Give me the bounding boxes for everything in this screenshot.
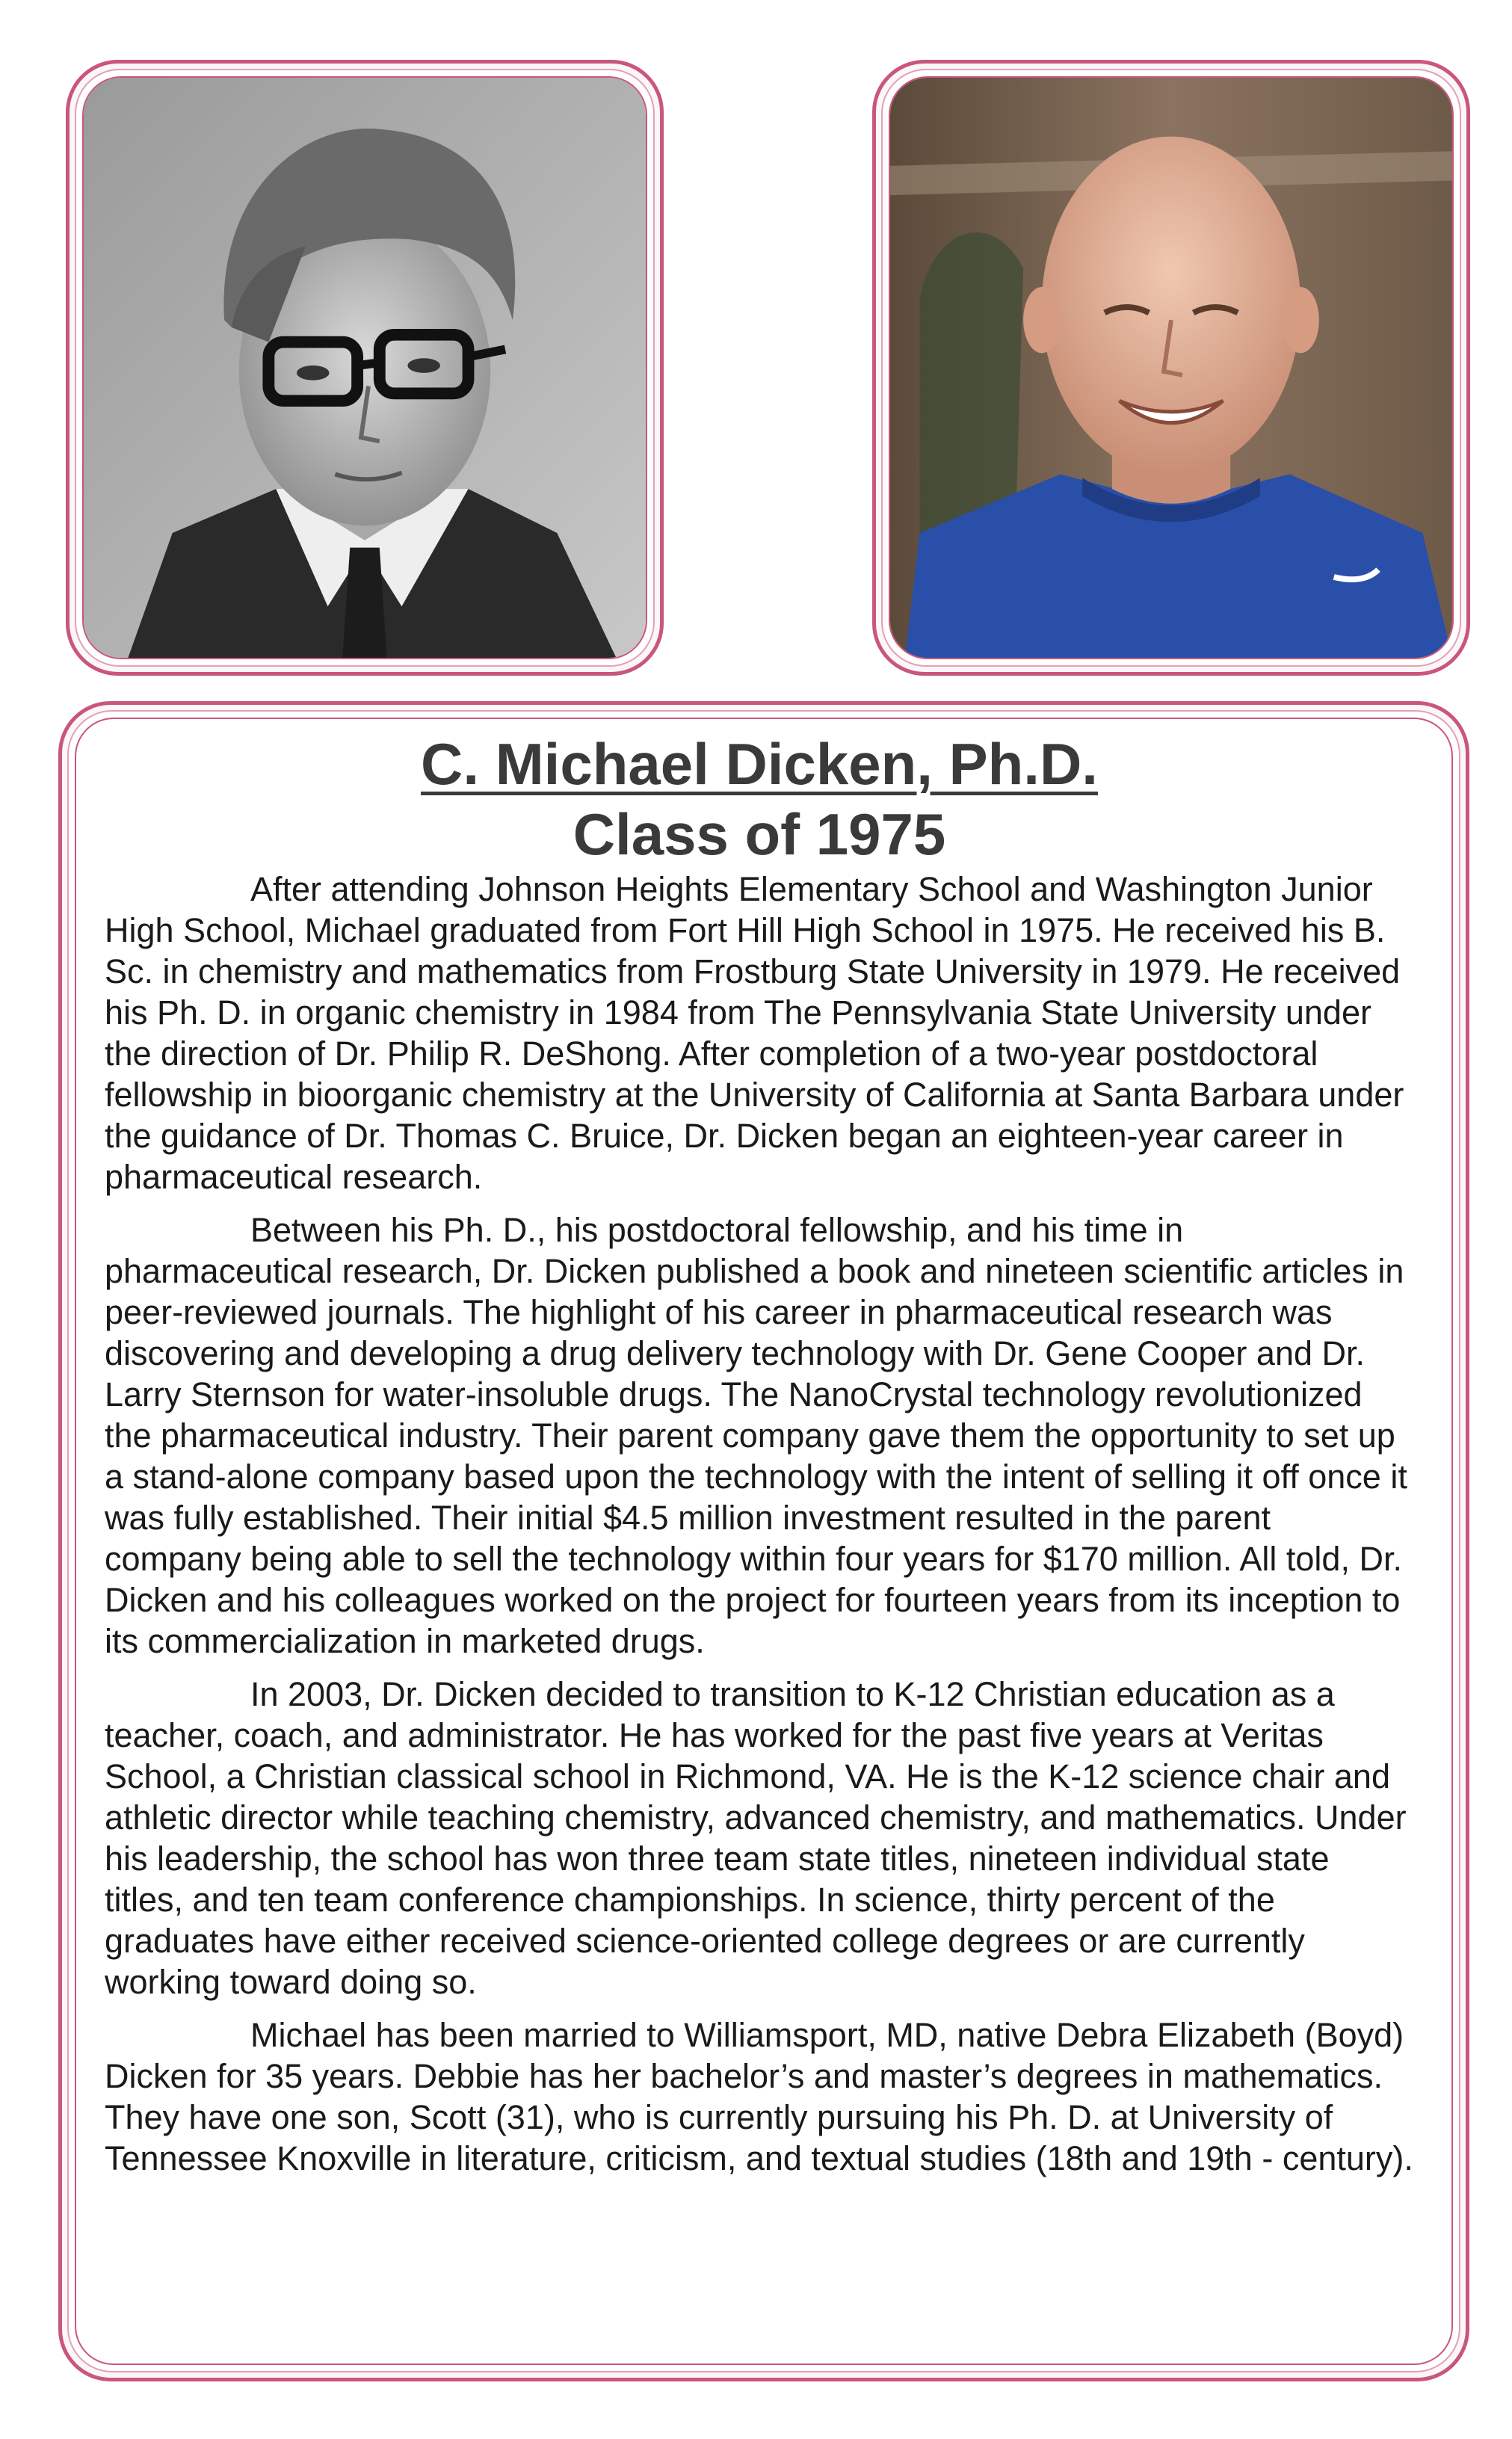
biography-frame	[58, 701, 1469, 2381]
recent-photo	[890, 78, 1452, 658]
biography-paragraph-2: Between his Ph. D., his postdoctoral fellowship, and his time in pharmaceutical research, Dr. Dicken published a book and nineteen scientific articles in peer-reviewed journals. The highlight of his career in pharmaceutical research was discovering and developing a drug delivery technology with Dr. Gene Cooper and Dr. Larry Sternson for water-insoluble drugs. The NanoCrystal technology revolutionized the pharmaceutical industry. Their parent company gave them the opportunity to set up a stand-alone company based upon the technology with the intent of selling it off once it was fully established. Their initial $4.5 million investment resulted in the parent company being able to sell the technology within four years for $170 million. All told, Dr. Dicken and his colleagues worked on the project for fourteen years from its inception to its commercialization in marketed drugs.	[105, 1211, 1407, 1660]
biography-paragraph-4: Michael has been married to Williamsport, MD, native Debra Elizabeth (Boyd) Dicken for 35 years. Debbie has her bachelor’s and master’s degrees in mathematics. They have one son, Scott (31), who is currently pursuing his Ph. D. at University of Tennessee Knoxville in literature, criticism, and textual studies (18th and 19th - century).	[105, 2016, 1413, 2177]
biography-paragraph-3: In 2003, Dr. Dicken decided to transition to K-12 Christian education as a teacher, coach, and administrator. He has worked for the past five years at Veritas School, a Christian classical school in Richmond, VA. He is the K-12 science chair and athletic director while teaching chemistry, advanced chemistry, and mathematics. Under his leadership, the school has won three team state titles, nineteen individual state titles, and ten team conference championships. In science, thirty percent of the graduates have either received science-oriented college degrees or are currently working toward doing so.	[105, 1675, 1407, 2001]
person-name: C. Michael Dicken, Ph.D.	[421, 731, 1098, 797]
recent-photo-frame	[872, 60, 1470, 676]
biography-paragraph-1: After attending Johnson Heights Elementary School and Washington Junior High School, Michael graduated from Fort Hill High School in 1975. He received his B. Sc. in chemistry and mathematics from Frostburg State University in 1979. He received his Ph. D. in organic chemistry in 1984 from The Pennsylvania State University under the direction of Dr. Philip R. DeShong. After completion of a two-year postdoctoral fellowship in bioorganic chemistry at the University of California at Santa Barbara under the guidance of Dr. Thomas C. Bruice, Dr. Dicken began an eighteen-year career in pharmaceutical research.	[105, 870, 1404, 1196]
yearbook-photo-frame	[66, 60, 664, 676]
yearbook-photo	[84, 78, 646, 658]
class-year: Class of 1975	[573, 801, 946, 867]
biography-content	[105, 728, 1414, 2341]
